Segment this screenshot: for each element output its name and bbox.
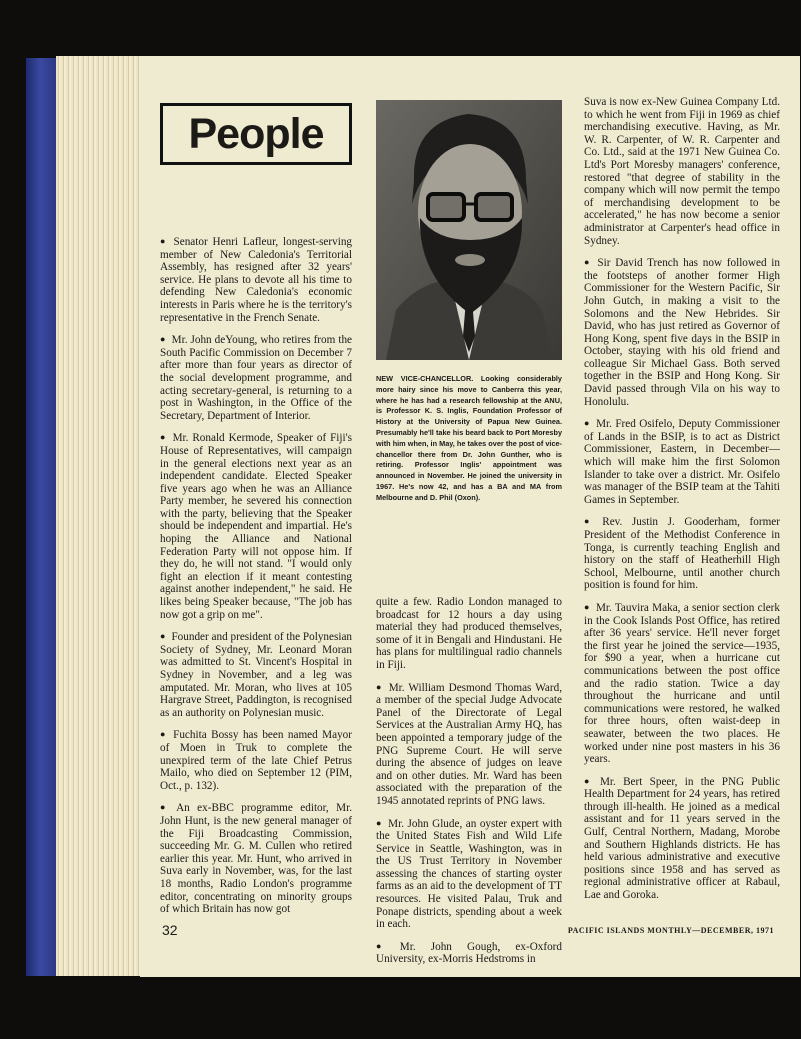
news-item: ● Founder and president of the Polynesian Society of Sydney, Mr. Leonard Moran was admitted to St. Vincent's Hospital in Sydney in November, and a leg was amputated. Mr. Moran, who lives at 105 Hargrave Street, Paddington, is recognised as an authority on Polynesian music.	[160, 631, 352, 719]
page-edges	[56, 56, 144, 976]
news-item: ● Rev. Justin J. Gooderham, former President of the Methodist Conference in Tonga, is currently teaching English and history on the staff of Heatherhill High School, Melbourne, until another church position is found for him.	[584, 516, 780, 592]
magazine-page	[140, 56, 800, 977]
news-item: ● Mr. Fred Osifelo, Deputy Commissioner of Lands in the BSIP, is to act as District Commissioner, Eastern, in December—which will make him the first Solomon Islander to take over a district. Mr. Osifelo was manager of the BSIP team at the Tahiti Games in September.	[584, 418, 780, 506]
news-item: ● Fuchita Bossy has been named Mayor of Moen in Truk to complete the unexpired term of the late Chief Petrus Mailo, who died on September 12 (PIM, Oct., p. 132).	[160, 729, 352, 792]
news-item: ● Mr. Tauvira Maka, a senior section clerk in the Cook Islands Post Office, has retired after 36 years' service. He'll never forget the first year he joined the service—1935, for $90 a year, when a hurricane cut communications between the post office and the radio station. Twice a day throughout the hurricane and until communications were restored, he walked for three hours, often waist-deep in seawater, between the two places. He worked under nine post masters in his 36 years.	[584, 602, 780, 766]
middle-column	[376, 596, 562, 976]
news-item: ● Mr. Bert Speer, in the PNG Public Health Department for 24 years, has retired through ill-health. He joined as a medical assistant and for 11 years served in the Gulf, Central Northern, Madang, Morobe and Southern Highlands districts. He has held various administrative and executive positions since 1958 and has served as regional administrative officer at Rabaul, Lae and Goroka.	[584, 776, 780, 902]
news-item: ● Mr. John deYoung, who retires from the South Pacific Commission on December 7 after more than four years as director of the social development programme, and acting secretary-general, is returning to a post in Washington, in the Office of the Secretary, Department of Interior.	[160, 334, 352, 422]
news-item-continued: Suva is now ex-New Guinea Company Ltd. to which he went from Fiji in 1969 as chief merchandising executive. Having, as Mr. W. R. Carpenter, of W. R. Carpenter and Co. Ltd., said at the 1971 New Guinea Co. Ltd's Port Moresby managers' conference, restored "that degree of stability in the company which will now permit the tempo of merchandising development to be accelerated," he has now become a senior administrator at Carpenter's head office in Sydney.	[584, 96, 780, 247]
news-item-continued: quite a few. Radio London managed to broadcast for 12 hours a day using material they had produced themselves, some of it in Bengali and Hindustani. He has plans for multilingual radio channels in Fiji.	[376, 596, 562, 671]
photo-caption: NEW VICE-CHANCELLOR. Looking considerably more hairy since his move to Canberra this year, where he has had a research fellowship at the ANU, is Professor K. S. Inglis, Foundation Professor of History at the University of Papua New Guinea. Presumably he'll take his beard back to Port Moresby with him when, in May, he takes over the post of vice-chancellor there from Dr. John Gunther, who is retiring. Professor Inglis' appointment was announced in November. He joined the university in 1967. He's now 42, and has a BA and MA from Melbourne and D. Phil (Oxon).	[376, 374, 562, 502]
news-item: ● An ex-BBC programme editor, Mr. John Hunt, is the new general manager of the Fiji Broadcasting Commission, succeeding Mr. G. M. Cullen who retired earlier this year. Mr. Hunt, who arrived in Suva early in November, was, for the last 18 months, Radio London's programme editor, concentrating on minority groups of which Britain has now got	[160, 802, 352, 915]
left-column	[160, 236, 352, 926]
running-footer: PACIFIC ISLANDS MONTHLY—DECEMBER, 1971	[567, 926, 774, 935]
portrait-photo	[376, 100, 562, 360]
news-item: ● Sir David Trench has now followed in the footsteps of another former High Commissioner for the Western Pacific, Sir John Gutch, in making a visit to the Solomons and the New Hebrides. Sir David, who has just retired as Governor of Hong Kong, spent five days in the BSIP in October, staying with his old friend and colleague Sir Michael Gass. Both served together in the BSIP and Hong Kong. Sir David passed through Vila on his way to Honolulu.	[584, 257, 780, 408]
section-heading-box	[160, 103, 352, 165]
news-item: ● Mr. William Desmond Thomas Ward, a member of the special Judge Advocate Panel of the Directorate of Legal Services at the Australian Army HQ, has been appointed a temporary judge of the PNG Supreme Court. He will serve during the absence of judges on leave and on other duties. Mr. Ward has been associated with the preparation of the 1945 annotated reprints of PNG laws.	[376, 682, 562, 808]
news-item: ● Mr. John Gough, ex-Oxford University, ex-Morris Hedstroms in	[376, 941, 562, 966]
news-item: ● Mr. Ronald Kermode, Speaker of Fiji's House of Representatives, will campaign in the general elections next year as an independent candidate. Elected Speaker five years ago when he was an Alliance Party member, he severed his connection with the party, believing that the Speaker should be independent and impartial. He's hoping the Alliance and National Federation Party will not oppose him. If they do, he will not stand. "I would only fight an election if it meant contesting against another independent," he said. He likes being Speaker because, "The job has now got a grip on me".	[160, 432, 352, 621]
news-item: ● Senator Henri Lafleur, longest-serving member of New Caledonia's Territorial Assembly, has resigned after 32 years' service. He plans to devote all his time to defending New Caledonia's economic interests in Paris where he is the territory's representative in the French Senate.	[160, 236, 352, 324]
news-item: ● Mr. John Glude, an oyster expert with the United States Fish and Wild Life Service in Seattle, Washington, was in the US Trust Territory in November assessing the chances of starting oyster farms as an aid to the development of TT resources. He visited Palau, Truk and Ponape districts, spending about a week in each.	[376, 818, 562, 931]
right-column	[584, 96, 780, 912]
section-heading: People	[188, 110, 324, 158]
page-number: 32	[162, 922, 178, 938]
